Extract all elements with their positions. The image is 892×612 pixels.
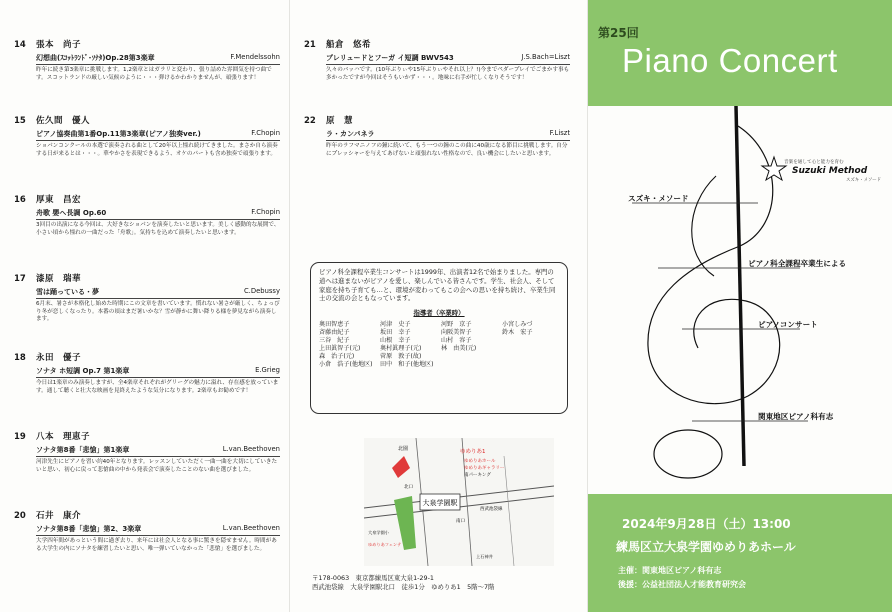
performer-entry (14, 430, 280, 474)
guide-name: 奥田智恵子 (319, 321, 350, 329)
performer-number: 19 (14, 432, 26, 442)
performer-entry (14, 38, 280, 82)
piece-title: 舟歌 嬰ヘ長調 Op.60 (36, 209, 107, 217)
performer-number: 20 (14, 511, 26, 521)
guide-list (319, 321, 559, 369)
event-venue: 練馬区立大泉学園ゆめりあホール (616, 540, 796, 554)
performer-name: 漆原 瑞華 (36, 274, 82, 284)
north-label: 北園 (398, 446, 409, 452)
organizer-line: 主催：関東地区ピアノ科有志 (618, 566, 722, 575)
piece-title: ソナタ第8番「悲愴」第2、3楽章 (36, 525, 142, 533)
about-box (310, 262, 568, 414)
guide-name: 斉藤由紀子 (319, 329, 350, 337)
north-exit-label: 北口 (404, 485, 413, 490)
guide-name: 鈴木 宏子 (502, 329, 533, 337)
piece-title: ソナタ第8番「悲愴」第1楽章 (36, 446, 130, 454)
composer: E.Grieg (255, 366, 280, 374)
cover-title: Piano Concert (622, 42, 838, 79)
performer-comment: 3回目の出演になる今回は、大好きなショパンを演奏したいと思います。美しく感動的な展開で、小さい頃から憧れの一曲だった「舟歌」。気持ちを込めて演奏したいと思います。 (36, 222, 280, 236)
school-label: 大泉学園小 (368, 530, 389, 535)
cover-label: スズキ・メソード (628, 194, 689, 203)
guide-name: 菅原 敦子(故) (380, 353, 422, 361)
access-line: 西武池袋線 大泉学園駅北口 徒歩1分 ゆめりあ1 5階〜7階 (312, 583, 495, 592)
legend-item: ゆめりあギャラリー (464, 466, 505, 471)
sponsor-line: 後援：公益社団法人才能教育研究会 (618, 579, 746, 589)
access-map (364, 438, 554, 566)
performer-comment: 昨年のラフマニノフの鐘に続いて、もう一つの鐘のこの曲に40歳になる節目に挑戦します。自分にプレッシャーを与えてあげないと頑張れない性格なので、良い機会にしたいと思います。 (326, 143, 568, 157)
performer-number: 18 (14, 353, 26, 363)
performer-name: 石井 康介 (36, 511, 82, 521)
composer: C.Debussy (243, 287, 280, 295)
guide-name (502, 337, 559, 345)
cover-label: ピアノ科全課程卒業生による (748, 259, 847, 268)
performer-name: 張本 尚子 (36, 40, 82, 50)
piece-title: ピアノ協奏曲第1番Op.11第3楽章(ピアノ独奏ver.) (36, 130, 201, 138)
piece-title: ラ・カンパネラ (326, 130, 375, 138)
performer-entry (304, 114, 570, 158)
composer: F.Chopin (251, 129, 280, 137)
guide-name (441, 353, 498, 361)
guide-name: 森 治子(元) (319, 353, 355, 361)
middle-panel (290, 0, 588, 612)
performer-entry (14, 351, 280, 395)
guide-name: 小倉 浩子(他地区) (319, 361, 373, 369)
guide-title: 指導者（卒業時） (413, 309, 465, 318)
guide-name: 奥村眞理子(元) (380, 345, 422, 353)
venue-address (312, 574, 494, 593)
composer: J.S.Bach=Liszt (521, 53, 570, 61)
park-label: ゆめりあフェンテ (368, 542, 402, 547)
left-panel (0, 0, 290, 612)
area-label: 上石神井 (476, 554, 493, 559)
performer-name: 佐久間 優人 (36, 116, 91, 126)
performer-entry (14, 193, 280, 237)
clef-ball (654, 430, 722, 478)
guide-name (502, 361, 559, 369)
event-date: 2024年9月28日（土）13:00 (622, 517, 791, 531)
performer-comment: 河津先生にピアノを習い約40年となります。レッスンしていただく一曲一曲を大切にしていきたいと思い、初心に戻って悲愴曲の中から発表会で演奏したことのない曲を選びました。 (36, 459, 278, 473)
about-text: ピアノ科全課程卒業生コンサートは1999年、出演者12名で始まりました。専門の道へは進まないがピアノを愛し、楽しんでいる皆さんです。学生、社会人、そして家庭を持ち子育ても…と、環境が変わってもこの会への思いを持ち続け、卒業生同士の交流の会ともなっています。 (319, 268, 556, 303)
performer-comment: 昨年に続き第3楽章に挑戦します。1,2楽章とはガラリと変わり、張り詰めた雰囲気を持つ曲です。スコットランドの厳しい気候のように・・・弾けるかわかりませんが、頑張ります！ (36, 67, 272, 81)
cover-panel (588, 0, 892, 612)
south-exit-label: 南口 (456, 519, 465, 524)
composer: L.van.Beethoven (222, 445, 280, 453)
piece-title: 幻想曲(ｽｺｯﾄﾗﾝﾄﾞ･ｿﾅﾀ)Op.28第3楽章 (36, 54, 155, 62)
composer: F.Liszt (549, 129, 570, 137)
guide-name: 坂田 幸子 (380, 329, 411, 337)
guide-name: 山根 幸子 (380, 337, 411, 345)
line-label: 西武池袋線 (480, 507, 503, 512)
suzuki-logo (760, 148, 886, 186)
performer-entry (304, 38, 570, 82)
guide-name: 小宮しみづ (502, 321, 533, 329)
yumeria-label: ゆめりあ1 (460, 449, 486, 455)
performer-number: 15 (14, 116, 26, 126)
performer-entry (14, 114, 280, 158)
performer-number: 21 (304, 40, 316, 50)
performer-entry (14, 272, 280, 324)
guide-name (441, 361, 498, 369)
guide-name: 河津 史子 (380, 321, 411, 329)
guide-name: 林 由美(元) (441, 345, 477, 353)
legend-item: ゆめりあホール (464, 459, 496, 464)
performer-number: 22 (304, 116, 316, 126)
performer-comment: 久々のバッハです。(10年ぶりぃや15年ぶりぃやそれ以上？!)今までペダープレイでごまかす事も多かったですが今回はそうもいかず・・・。地味に右手が忙しくなりそうです！ (326, 67, 570, 81)
performer-comment: 大学四年間があっという間に過ぎ去り、来年には社会人となる事に驚きを隠せません。時間がある大学生の内にソナタを練習したいと思い、唯一弾いていなかった「悲愴」を選びました。 (36, 538, 277, 552)
address-line: 〒178-0063 東京都練馬区東大泉1-29-1 (312, 574, 434, 582)
piece-title: 雪は踊っている・夢 (36, 288, 99, 296)
piece-title: プレリュードとフーガ イ短調 BWV543 (326, 54, 454, 62)
guide-name: 河野 京子 (441, 321, 472, 329)
logo-tagline: 音楽を通して心と能力を育む (784, 160, 844, 165)
composer: F.Chopin (251, 208, 280, 216)
performer-number: 17 (14, 274, 26, 284)
performer-number: 16 (14, 195, 26, 205)
cover-label: 関東地区ピアノ科有志 (758, 412, 834, 421)
edition-label: 第25回 (598, 26, 639, 40)
performer-number: 14 (14, 40, 26, 50)
logo-subtitle: スズキ・メソード (846, 178, 881, 183)
organizers (618, 564, 746, 591)
station-label: 大泉学園駅 (422, 499, 458, 507)
cover-label: ピアノコンサート (758, 320, 818, 329)
performer-name: 原 慧 (326, 116, 354, 126)
performer-comment: 6月末、暑さが本格化し始めた時期にこの文章を書いています。慣れない暑さが厳しく、ちょっぴり冬が恋しくなったり。本番の頃はまだ暑いかな？雪が静かに舞い降りる様を夢見ながら演奏します。 (36, 301, 280, 323)
guide-name: 田中 和子(他地区) (380, 361, 434, 369)
performer-name: 永田 優子 (36, 353, 82, 363)
performer-name: 厚東 昌宏 (36, 195, 82, 205)
composer: F.Mendelssohn (230, 53, 280, 61)
piece-title: ソナタ ホ短調 Op.7 第1楽章 (36, 367, 130, 375)
performer-name: 八本 理恵子 (36, 432, 91, 442)
performer-comment: 今日は1楽章のみ演奏しますが、全4楽章それぞれがグリーグの魅力に溢れ、存在感を放っています。通して聴くと壮大な映画を見終えたような気分になります。2楽章もお勧めです！ (36, 380, 279, 394)
legend-item: 南パーキング (464, 473, 491, 478)
clef-stem (736, 106, 744, 466)
guide-name: 山村 容子 (441, 337, 472, 345)
logo-wordmark: Suzuki Method (792, 166, 868, 176)
guide-name (502, 345, 559, 353)
performer-comment: ショパンコンクールの本選で演奏される曲として20年以上憧れ続けてきました。まさか自ら演奏する日が来るとは・・・。華やかさを表現できるよう、オケのパートも含め独奏で頑張ります。 (36, 143, 278, 157)
performer-name: 船倉 悠希 (326, 40, 372, 50)
guide-name: 上田眞智子(元) (319, 345, 361, 353)
composer: L.van.Beethoven (222, 524, 280, 532)
guide-name: 三谷 紀子 (319, 337, 350, 345)
performer-entry (14, 509, 280, 553)
guide-name: 向阪美智子 (441, 329, 472, 337)
clef-curve (692, 176, 716, 276)
guide-name (502, 353, 559, 361)
